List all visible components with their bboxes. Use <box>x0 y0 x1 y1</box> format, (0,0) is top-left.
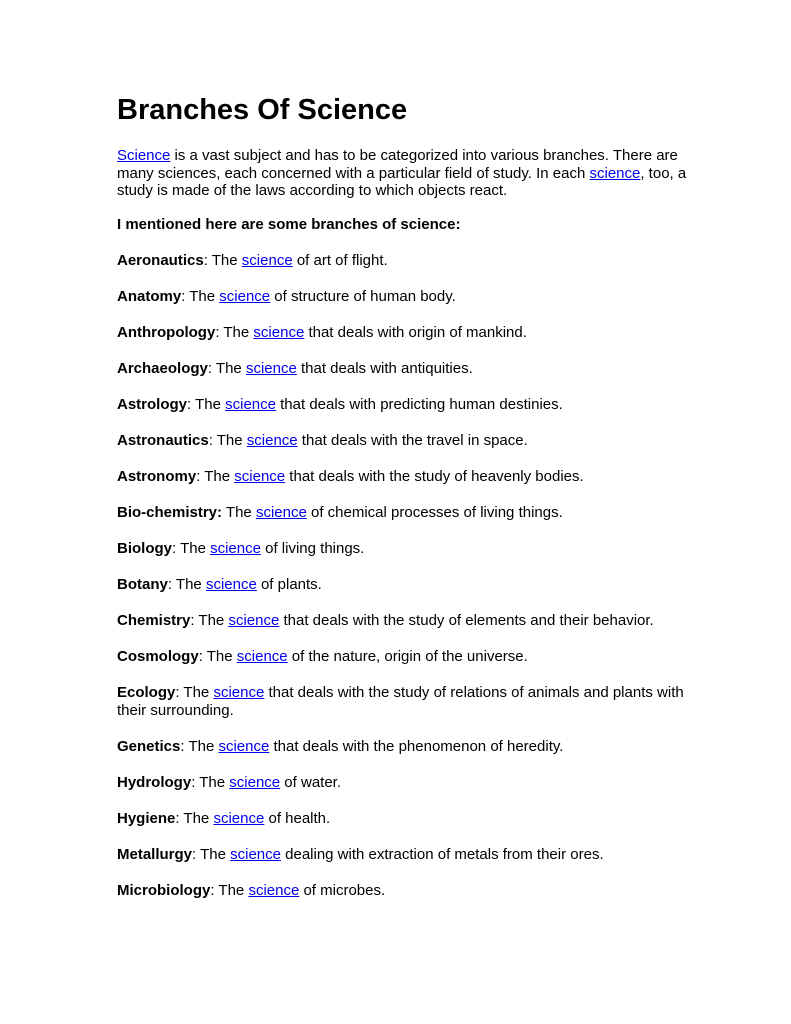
branch-term: Biology <box>117 539 172 557</box>
list-item <box>117 576 717 594</box>
branch-term: Aeronautics <box>117 251 204 269</box>
science-link[interactable]: Science <box>117 147 171 164</box>
science-link[interactable]: science <box>234 467 286 485</box>
branch-definition: that deals with origin of mankind. <box>304 323 527 341</box>
branch-term: Hygiene <box>117 809 176 827</box>
branch-separator: : The <box>198 647 237 665</box>
list-item <box>117 324 717 342</box>
branch-definition: of the nature, origin of the universe. <box>287 647 528 665</box>
branch-separator: : The <box>187 395 226 413</box>
branch-definition: that deals with the study of heavenly bodies. <box>285 467 584 485</box>
intro-text: is a vast subject and has to be categorized into various branches. There are many sciences, each concerned with a particular field of study. In each <box>117 147 678 182</box>
intro-text: , too, a study is made of the laws according to which objects react. <box>117 164 687 199</box>
branch-term: Astronautics <box>117 431 209 449</box>
science-link[interactable]: science <box>248 881 300 899</box>
list-item <box>117 396 717 414</box>
branch-separator: : The <box>175 683 214 701</box>
page-title: Branches Of Science <box>117 94 408 126</box>
science-link[interactable]: science <box>219 287 271 305</box>
science-link[interactable]: science <box>213 683 265 701</box>
list-item <box>117 846 717 864</box>
list-item <box>117 252 717 270</box>
list-item <box>117 540 717 558</box>
branch-separator: : The <box>203 251 242 269</box>
list-item <box>117 288 717 306</box>
branch-definition: of plants. <box>256 575 322 593</box>
science-link[interactable]: science <box>241 251 293 269</box>
branch-definition: of microbes. <box>299 881 386 899</box>
branch-separator: : The <box>181 287 220 305</box>
science-link[interactable]: science <box>589 164 641 182</box>
science-link[interactable]: science <box>213 809 265 827</box>
branches-list <box>117 252 717 900</box>
science-link[interactable]: science <box>205 575 257 593</box>
branch-definition: of health. <box>264 809 331 827</box>
branch-separator: : The <box>167 575 206 593</box>
branch-term: Anatomy <box>117 287 182 305</box>
branch-term: Metallurgy <box>117 845 193 863</box>
branch-definition: that deals with antiquities. <box>296 359 473 377</box>
branch-term: Hydrology <box>117 773 192 791</box>
list-item <box>117 504 717 522</box>
branch-separator: : The <box>191 773 230 791</box>
branch-definition: that deals with the study of relations of animals and plants with their surrounding. <box>117 683 684 719</box>
list-item <box>117 738 717 756</box>
section-subheading: I mentioned here are some branches of science: <box>117 215 461 233</box>
science-link[interactable]: science <box>236 647 288 665</box>
branch-definition: that deals with the phenomenon of heredity. <box>269 737 564 755</box>
science-link[interactable]: science <box>245 359 297 377</box>
science-link[interactable]: science <box>218 737 270 755</box>
list-item <box>117 648 717 666</box>
branch-term: Ecology <box>117 683 176 701</box>
list-item <box>117 468 717 486</box>
branch-term: Cosmology <box>117 647 199 665</box>
branch-separator: : The <box>196 467 235 485</box>
list-item <box>117 432 717 450</box>
branch-separator: : The <box>207 359 246 377</box>
branch-separator: The <box>222 503 256 521</box>
branch-term: Archaeology <box>117 359 208 377</box>
branch-term: Anthropology <box>117 323 216 341</box>
branch-separator: : The <box>180 737 219 755</box>
branch-definition: of chemical processes of living things. <box>306 503 563 521</box>
science-link[interactable]: science <box>228 611 280 629</box>
branch-term: Astrology <box>117 395 188 413</box>
branch-separator: : The <box>215 323 254 341</box>
branch-term: Astronomy <box>117 467 197 485</box>
list-item <box>117 774 717 792</box>
branch-term: Chemistry <box>117 611 191 629</box>
list-item <box>117 360 717 378</box>
science-link[interactable]: science <box>255 503 307 521</box>
list-item <box>117 810 717 828</box>
branch-term: Botany <box>117 575 168 593</box>
science-link[interactable]: science <box>230 845 281 863</box>
branch-definition: of art of flight. <box>292 251 388 269</box>
branch-definition: that deals with predicting human destinies. <box>275 395 563 413</box>
science-link[interactable]: science <box>253 323 305 341</box>
branch-definition: of living things. <box>260 539 365 557</box>
document-page <box>117 92 717 918</box>
branch-term: Genetics <box>117 737 181 755</box>
branch-separator: : The <box>208 431 247 449</box>
science-link[interactable]: science <box>210 539 261 557</box>
science-link[interactable]: science <box>225 395 276 413</box>
list-item <box>117 684 717 720</box>
list-item <box>117 612 717 630</box>
list-item <box>117 882 717 900</box>
branch-term: Bio-chemistry: <box>117 503 223 521</box>
branch-separator: : The <box>192 845 231 863</box>
branch-definition: that deals with the study of elements and their behavior. <box>279 611 654 629</box>
branch-definition: of water. <box>280 773 342 791</box>
branch-definition: dealing with extraction of metals from their ores. <box>280 845 604 863</box>
branch-definition: of structure of human body. <box>270 287 456 305</box>
science-link[interactable]: science <box>246 431 298 449</box>
branch-term: Microbiology <box>117 881 211 899</box>
science-link[interactable]: science <box>229 773 281 791</box>
branch-definition: that deals with the travel in space. <box>297 431 528 449</box>
branch-separator: : The <box>172 539 211 557</box>
intro-paragraph <box>117 147 717 200</box>
branch-separator: : The <box>210 881 249 899</box>
branch-separator: : The <box>190 611 229 629</box>
branch-separator: : The <box>175 809 214 827</box>
